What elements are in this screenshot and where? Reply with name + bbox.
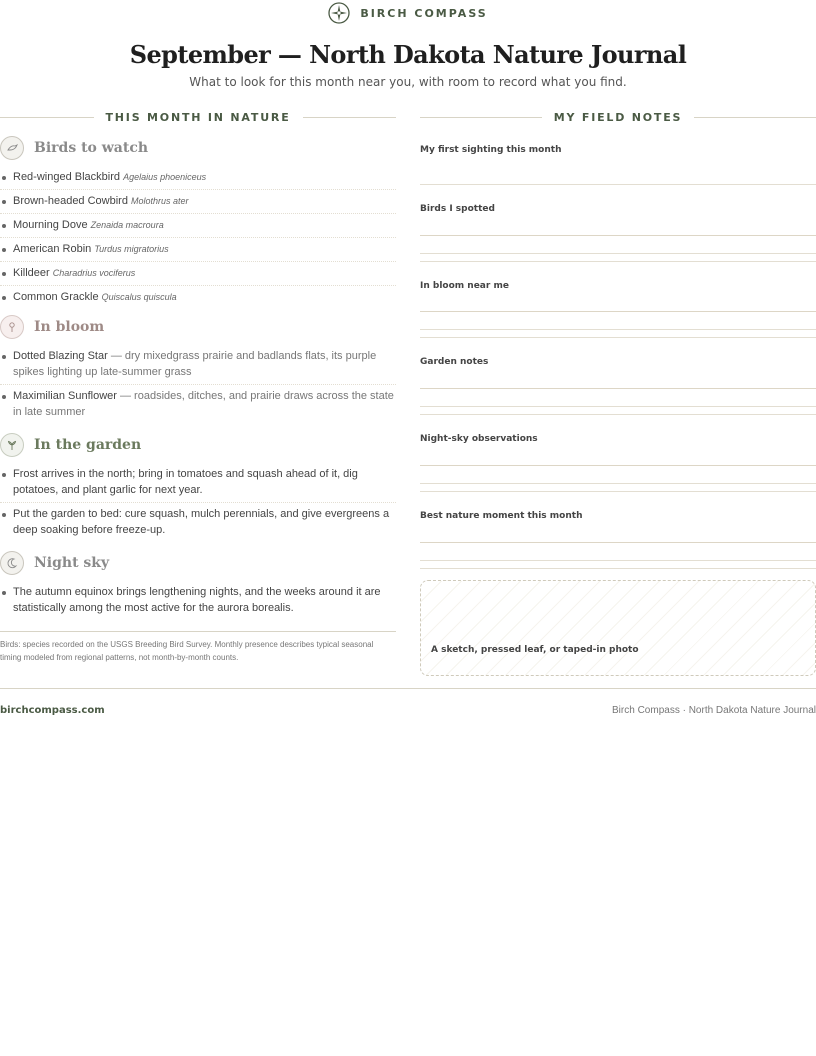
writing-line[interactable] — [420, 253, 816, 254]
birds-list — [0, 166, 396, 309]
page-title: September — North Dakota Nature Journal — [129, 40, 687, 69]
writing-line[interactable] — [420, 184, 816, 185]
bloom-list — [0, 345, 396, 424]
writing-line[interactable] — [420, 491, 816, 492]
field-birds-spotted[interactable]: Birds I spotted — [420, 204, 495, 214]
list-item: Maximilian Sunflower — roadsides, ditches, and prairie draws across the state in late summer — [0, 385, 396, 424]
bird-icon — [0, 136, 24, 160]
list-item: Killdeer Charadrius vociferus — [0, 262, 396, 286]
sketch-label: A sketch, pressed leaf, or taped-in photo — [431, 645, 639, 655]
writing-line[interactable] — [420, 414, 816, 415]
writing-line[interactable] — [420, 560, 816, 561]
sketch-box[interactable] — [420, 580, 816, 676]
footer-credit: Birch Compass · North Dakota Nature Journal — [612, 705, 816, 716]
writing-line[interactable] — [420, 483, 816, 484]
list-item: Common Grackle Quiscalus quiscula — [0, 286, 396, 309]
list-item: Mourning Dove Zenaida macroura — [0, 214, 396, 238]
sky-title: Night sky — [34, 555, 110, 571]
list-item: Brown-headed Cowbird Molothrus ater — [0, 190, 396, 214]
writing-line[interactable] — [420, 465, 816, 466]
list-item: American Robin Turdus migratorius — [0, 238, 396, 262]
sprout-icon — [0, 433, 24, 457]
writing-line[interactable] — [420, 261, 816, 262]
flower-icon — [0, 315, 24, 339]
moon-icon — [0, 551, 24, 575]
writing-line[interactable] — [420, 542, 816, 543]
field-first-sighting[interactable]: My first sighting this month — [420, 145, 562, 155]
sky-list — [0, 581, 396, 620]
sky-section — [0, 551, 396, 620]
footer-site-link[interactable]: birchcompass.com — [0, 705, 105, 716]
garden-section — [0, 433, 396, 542]
birds-section — [0, 136, 396, 309]
writing-line[interactable] — [420, 337, 816, 338]
nature-column — [0, 108, 396, 662]
list-item: Dotted Blazing Star — dry mixedgrass prairie and badlands flats, its purple spikes lighting up late-summer grass — [0, 345, 396, 385]
writing-line[interactable] — [420, 568, 816, 569]
writing-line[interactable] — [420, 235, 816, 236]
writing-line[interactable] — [420, 388, 816, 389]
writing-line[interactable] — [420, 329, 816, 330]
page-subtitle: What to look for this month near you, with room to record what you find. — [189, 75, 627, 89]
field-in-bloom[interactable]: In bloom near me — [420, 281, 509, 291]
garden-list — [0, 463, 396, 542]
birds-title: Birds to watch — [34, 140, 149, 156]
field-notes-column — [420, 108, 816, 655]
list-item: Frost arrives in the north; bring in tomatoes and squash ahead of it, dig potatoes, and plant garlic for next year. — [0, 463, 396, 503]
writing-line[interactable] — [420, 406, 816, 407]
brand — [0, 2, 816, 24]
writing-line[interactable] — [420, 311, 816, 312]
field-garden-notes[interactable]: Garden notes — [420, 357, 489, 367]
field-best-moment[interactable]: Best nature moment this month — [420, 511, 583, 521]
footnote: Birds: species recorded on the USGS Breeding Bird Survey. Monthly presence describes typical seasonal timing modeled from regional patterns, not month-by-month counts. — [0, 631, 396, 664]
field-night-sky[interactable]: Night-sky observations — [420, 434, 538, 444]
list-item: Put the garden to bed: cure squash, mulch perennials, and give evergreens a deep soaking before freeze-up. — [0, 503, 396, 542]
nature-column-heading: THIS MONTH IN NATURE — [0, 108, 396, 126]
brand-name: BIRCH COMPASS — [360, 6, 488, 20]
list-item: The autumn equinox brings lengthening nights, and the weeks around it are statistically among the most active for the aurora borealis. — [0, 581, 396, 620]
field-notes-heading: MY FIELD NOTES — [420, 108, 816, 126]
garden-title: In the garden — [34, 437, 142, 453]
list-item: Red-winged Blackbird Agelaius phoeniceus — [0, 166, 396, 190]
bloom-section — [0, 315, 396, 424]
compass-icon — [328, 2, 350, 24]
footer-divider — [0, 688, 816, 689]
bloom-title: In bloom — [34, 319, 105, 335]
